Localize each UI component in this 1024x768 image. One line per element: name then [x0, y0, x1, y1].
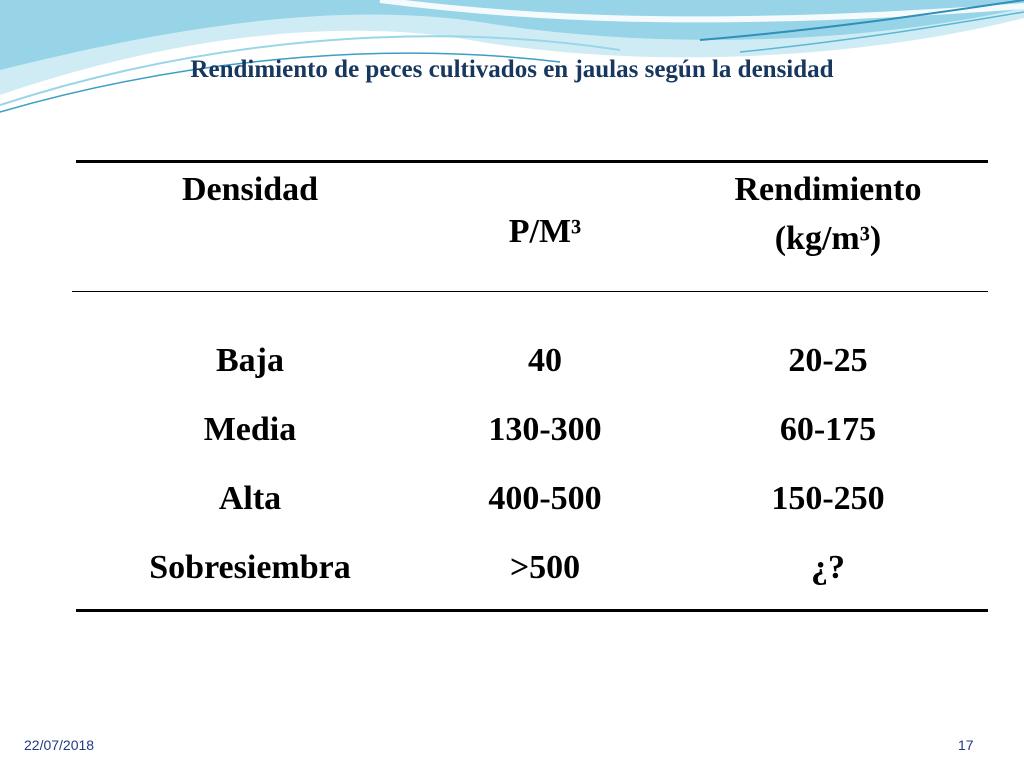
- header-pm3: P/M³: [508, 213, 582, 250]
- row-baja-pm3: 40: [528, 342, 562, 379]
- header-rendimiento: Rendimiento: [734, 171, 922, 208]
- footer-page-number: 17: [958, 737, 974, 753]
- slide-title: Rendimiento de peces cultivados en jaulas según la densidad: [190, 56, 834, 83]
- table-header-rule: [72, 291, 988, 292]
- row-media-rendimiento: 60-175: [779, 411, 877, 448]
- row-media-densidad: Media: [203, 411, 297, 448]
- row-sobresiembra-pm3: >500: [509, 549, 581, 586]
- table-top-rule: [76, 160, 988, 163]
- row-media-pm3: 130-300: [488, 411, 602, 448]
- row-sobresiembra-densidad: Sobresiembra: [149, 549, 351, 586]
- table-bottom-rule: [76, 609, 988, 612]
- footer-date: 22/07/2018: [24, 737, 95, 753]
- row-alta-densidad: Alta: [218, 480, 282, 517]
- row-sobresiembra-rendimiento: ¿?: [811, 549, 845, 586]
- row-baja-densidad: Baja: [216, 342, 284, 379]
- row-alta-pm3: 400-500: [488, 480, 602, 517]
- header-densidad: Densidad: [181, 171, 319, 208]
- header-rendimiento-unit: (kg/m³): [774, 220, 882, 257]
- row-baja-rendimiento: 20-25: [788, 342, 868, 379]
- row-alta-rendimiento: 150-250: [771, 480, 885, 517]
